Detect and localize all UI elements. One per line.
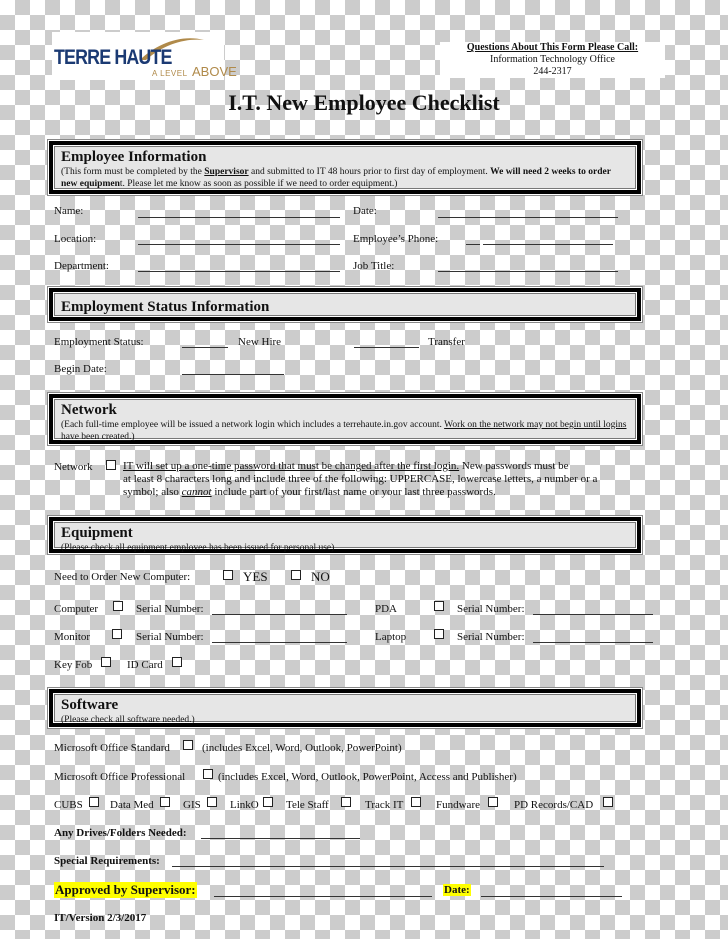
approval-date-field[interactable] (481, 896, 622, 897)
begin-date-field[interactable] (182, 374, 284, 375)
section-description: (Each full-time employee will be issued a network login which includes a terrehaute.in.gov account. Work on the network may not begin until logins have been created.) (61, 420, 627, 442)
network-label: Network (54, 461, 93, 473)
contact-info (440, 42, 665, 78)
special-requirements-field[interactable] (172, 866, 604, 867)
new-hire-field[interactable] (182, 347, 228, 348)
approval-date-label: Date: (444, 884, 470, 896)
pda-serial-label: Serial Number: (457, 603, 525, 615)
name-field[interactable] (138, 217, 340, 218)
department-field[interactable] (138, 271, 340, 272)
password-policy: IT will set up a one-time password that must be changed after the first login. New passwords must be at least 8 characters long and include three of the following: UPPERCASE, lowercase letters, a number or a symbol; also cannot include part of your first/last name or your last three passwords. (123, 460, 598, 498)
ms-office-professional-note: (includes Excel, Word, Outlook, PowerPoint, Access and Publisher) (218, 771, 517, 783)
transfer-field[interactable] (354, 347, 419, 348)
laptop-label: Laptop (375, 631, 407, 643)
section-network (47, 392, 643, 446)
pda-label: PDA (375, 603, 398, 615)
monitor-label: Monitor (54, 631, 91, 643)
name-label: Name: (54, 205, 84, 217)
location-label: Location: (54, 233, 97, 245)
no-checkbox[interactable] (291, 570, 301, 580)
ms-office-standard-label: Microsoft Office Standard (54, 742, 170, 754)
contact-office: Information Technology Office (489, 54, 615, 65)
special-requirements-label: Special Requirements: (54, 855, 160, 867)
ms-office-professional-checkbox[interactable] (203, 769, 213, 779)
monitor-serial-field[interactable] (212, 642, 347, 643)
yes-label: YES (243, 569, 268, 584)
laptop-serial-field[interactable] (533, 642, 653, 643)
key-fob-label: Key Fob (54, 659, 93, 671)
app-fundware-label: Fundware (436, 799, 480, 811)
yes-checkbox[interactable] (223, 570, 233, 580)
app-pd-records-checkbox[interactable] (603, 797, 613, 807)
app-fundware-checkbox[interactable] (488, 797, 498, 807)
section-title: Employment Status Information (61, 299, 270, 315)
section-employment-status (47, 286, 643, 323)
section-title: Network (61, 402, 117, 418)
no-label: NO (311, 569, 330, 584)
pda-serial-field[interactable] (533, 614, 653, 615)
job-title-label: Job Title: (353, 260, 395, 272)
app-cubs-checkbox[interactable] (89, 797, 99, 807)
app-gis-checkbox[interactable] (207, 797, 217, 807)
need-order-computer-label: Need to Order New Computer: (54, 571, 191, 583)
section-equipment (47, 515, 643, 555)
app-cubs-label: CUBS (54, 799, 83, 811)
app-data-med-checkbox[interactable] (160, 797, 170, 807)
app-track-it-checkbox[interactable] (411, 797, 421, 807)
section-software (47, 687, 643, 729)
drives-folders-label: Any Drives/Folders Needed: (54, 827, 187, 839)
computer-serial-label: Serial Number: (136, 603, 204, 615)
location-field[interactable] (138, 244, 340, 245)
ms-office-standard-note: (includes Excel, Word, Outlook, PowerPoint) (202, 742, 402, 754)
page-title: I.T. New Employee Checklist (228, 90, 500, 115)
computer-label: Computer (54, 603, 98, 615)
form-version: IT/Version 2/3/2017 (54, 912, 147, 924)
section-title: Equipment (61, 525, 133, 541)
app-pd-records-label: PD Records/CAD (514, 799, 594, 811)
terre-haute-logo (52, 32, 237, 80)
app-gis-label: GIS (183, 799, 201, 811)
app-tele-staff-checkbox[interactable] (341, 797, 351, 807)
laptop-serial-label: Serial Number: (457, 631, 525, 643)
job-title-field[interactable] (438, 271, 618, 272)
drives-folders-field[interactable] (201, 838, 360, 839)
monitor-checkbox[interactable] (112, 629, 122, 639)
approved-by-supervisor-label: Approved by Supervisor: (55, 882, 196, 897)
app-data-med-label: Data Med (110, 799, 154, 811)
transfer-label: Transfer (428, 336, 465, 348)
logo-wordmark: TERRE HAUTE (54, 46, 172, 69)
section-description: (Please check all software needed.) (61, 715, 195, 725)
logo-tagline: A LEVEL ABOVE (152, 64, 237, 79)
date-field[interactable] (438, 217, 618, 218)
computer-checkbox[interactable] (113, 601, 123, 611)
contact-phone: 244-2317 (533, 66, 572, 77)
id-card-checkbox[interactable] (172, 657, 182, 667)
computer-serial-field[interactable] (212, 614, 347, 615)
ms-office-standard-checkbox[interactable] (183, 740, 193, 750)
phone-area-code-field[interactable] (466, 244, 480, 245)
pda-checkbox[interactable] (434, 601, 444, 611)
app-tele-staff-label: Tele Staff (286, 799, 329, 811)
key-fob-checkbox[interactable] (101, 657, 111, 667)
employee-phone-label: Employee’s Phone: (353, 233, 439, 245)
department-label: Department: (54, 260, 109, 272)
new-hire-label: New Hire (238, 336, 282, 348)
section-title: Employee Information (61, 149, 207, 165)
monitor-serial-label: Serial Number: (136, 631, 204, 643)
supervisor-signature-field[interactable] (214, 896, 432, 897)
app-linko-checkbox[interactable] (263, 797, 273, 807)
date-label: Date: (353, 205, 377, 217)
app-linko-label: LinkO (230, 799, 259, 811)
id-card-label: ID Card (127, 659, 163, 671)
section-employee-information (47, 139, 643, 196)
employment-status-label: Employment Status: (54, 336, 144, 348)
contact-question: Questions About This Form Please Call: (466, 42, 639, 53)
section-title: Software (61, 697, 119, 713)
employee-phone-field[interactable] (483, 244, 613, 245)
laptop-checkbox[interactable] (434, 629, 444, 639)
begin-date-label: Begin Date: (54, 363, 107, 375)
section-description: (This form must be completed by the Supervisor and submitted to IT 48 hours prior to first day of employment. We will need 2 weeks to order new equipment. Please let me know as soon as possible if we need to order equipment.) (61, 167, 611, 189)
app-track-it-label: Track IT (365, 799, 404, 811)
ms-office-professional-label: Microsoft Office Professional (54, 771, 186, 783)
section-description: (Please check all equipment employee has been issued for personal use) (61, 543, 335, 553)
network-checkbox[interactable] (106, 460, 116, 470)
